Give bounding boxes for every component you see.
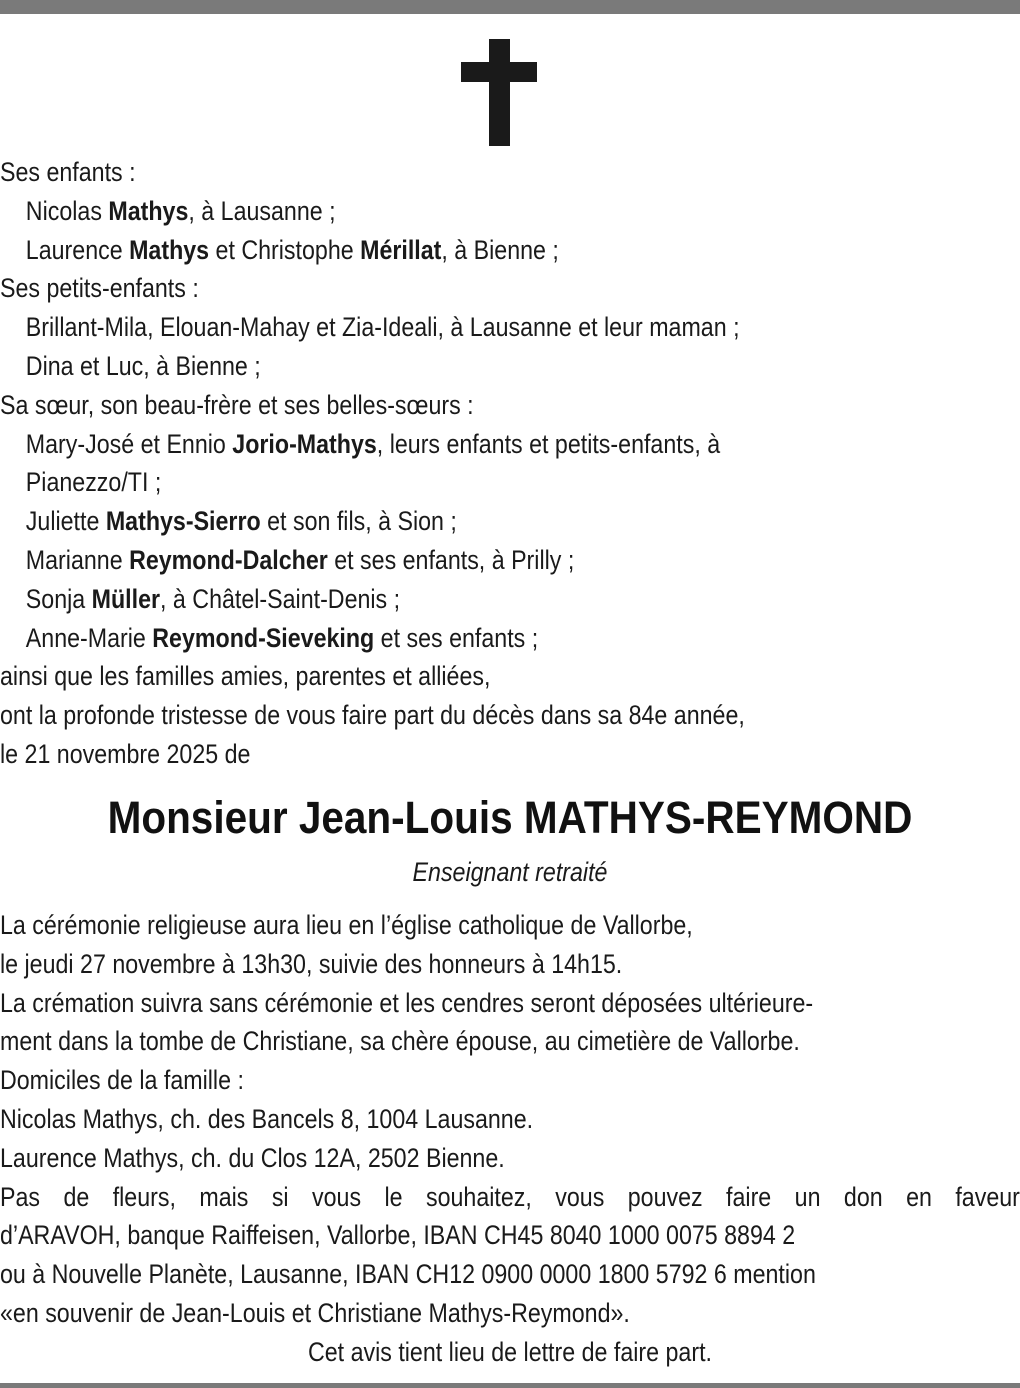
word: si <box>271 1181 289 1212</box>
closing-line: Cet avis tient lieu de lettre de faire part. <box>307 1336 712 1367</box>
word: souhaitez, <box>425 1181 532 1212</box>
grandchild-entry: Dina et Luc, à Bienne ; <box>25 350 261 381</box>
word: faire <box>726 1181 772 1212</box>
children-header: Ses enfants : <box>0 157 136 187</box>
families-line: ainsi que les familles amies, parentes et alliées, <box>0 661 491 692</box>
child-entry: Laurence Mathys et Christophe Mérillat, à Bienne ; <box>25 234 559 265</box>
latin-cross-icon <box>461 39 537 146</box>
sibling-entry-continued: Pianezzo/TI ; <box>25 467 162 498</box>
donation-line: ou à Nouvelle Planète, Lausanne, IBAN CH12 0900 0000 1800 5792 6 mention <box>0 1259 816 1290</box>
word: faveur <box>955 1181 1020 1212</box>
donation-line: d’ARAVOH, banque Raiffeisen, Vallorbe, IBAN CH45 8040 1000 0075 8894 2 <box>0 1220 796 1251</box>
word: de <box>63 1181 90 1212</box>
sibling-entry: Anne-Marie Reymond-Sieveking et ses enfants ; <box>25 622 539 653</box>
siblings-header: Sa sœur, son beau-frère et ses belles-sœurs : <box>0 389 474 420</box>
donation-line: «en souvenir de Jean-Louis et Christiane Mathys-Reymond». <box>0 1297 630 1328</box>
bottom-rule <box>0 1383 1020 1388</box>
word: don <box>843 1181 883 1212</box>
cremation-line: La crémation suivra sans cérémonie et les cendres seront déposées ultérieure- <box>0 987 814 1018</box>
top-rule <box>0 0 1020 14</box>
word: en <box>906 1181 932 1212</box>
word: vous <box>555 1181 605 1212</box>
ceremony-line: le jeudi 27 novembre à 13h30, suivie des honneurs à 14h15. <box>0 948 623 979</box>
family-list <box>0 153 877 774</box>
deceased-name: Monsieur Jean-Louis MATHYS-REYMOND <box>107 792 913 843</box>
child-entry: Nicolas Mathys, à Lausanne ; <box>25 195 336 226</box>
flowers-line <box>0 1178 1020 1217</box>
word: fleurs, <box>112 1181 176 1212</box>
sibling-entry: Mary-José et Ennio Jorio-Mathys, leurs enfants et petits-enfants, à <box>25 428 721 459</box>
sibling-entry: Juliette Mathys-Sierro et son fils, à Sion ; <box>25 506 457 537</box>
announcement-line: ont la profonde tristesse de vous faire part du décès dans sa 84e année, <box>0 700 745 731</box>
sibling-entry: Marianne Reymond-Dalcher et ses enfants, à Prilly ; <box>25 544 575 575</box>
sibling-entry: Sonja Müller, à Châtel-Saint-Denis ; <box>25 583 401 614</box>
word: Pas <box>0 1181 41 1212</box>
details-block <box>0 906 1020 1372</box>
word: mais <box>199 1181 249 1212</box>
word: un <box>794 1181 821 1212</box>
grandchildren-header: Ses petits-enfants : <box>0 273 199 304</box>
word: vous <box>312 1181 362 1212</box>
deceased-profession: Enseignant retraité <box>412 857 608 887</box>
death-date-line: le 21 novembre 2025 de <box>0 738 251 769</box>
domicile-line: Laurence Mathys, ch. du Clos 12A, 2502 Bienne. <box>0 1142 505 1173</box>
domicile-line: Nicolas Mathys, ch. des Bancels 8, 1004 Lausanne. <box>0 1103 534 1134</box>
word: pouvez <box>627 1181 703 1212</box>
grandchild-entry: Brillant-Mila, Elouan-Mahay et Zia-Ideali, à Lausanne et leur maman ; <box>25 312 740 343</box>
domiciles-header: Domiciles de la famille : <box>0 1065 244 1096</box>
cremation-line: ment dans la tombe de Christiane, sa chère épouse, au cimetière de Vallorbe. <box>0 1026 800 1057</box>
word: le <box>384 1181 403 1212</box>
ceremony-line: La cérémonie religieuse aura lieu en l’église catholique de Vallorbe, <box>0 910 693 940</box>
